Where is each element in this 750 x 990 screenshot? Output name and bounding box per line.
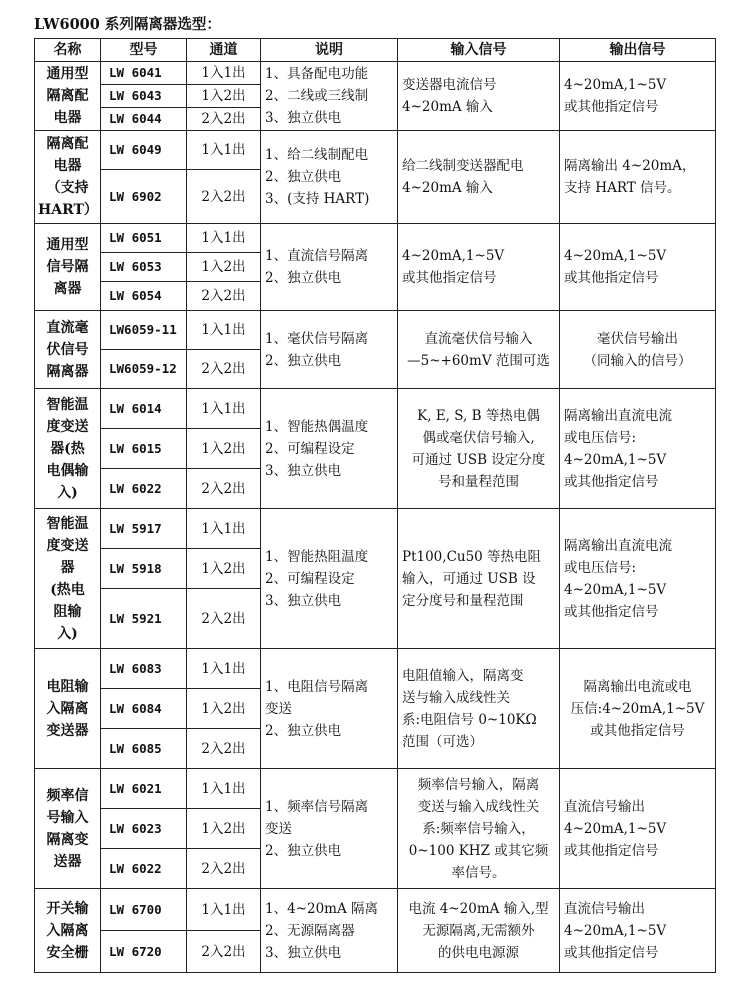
model-cell: LW 6044 [101, 108, 187, 131]
output-signal-cell-line: 隔离输出直流电流 [564, 537, 672, 554]
output-signal-cell-line: 毫伏信号输出 [597, 330, 678, 347]
channel-cell: 2入2出 [187, 849, 261, 889]
product-name-line: （支持 [46, 180, 89, 196]
channel-cell: 2入2出 [187, 170, 261, 224]
product-name-line: 度变送 [46, 418, 89, 435]
model-cell: LW 6084 [101, 689, 187, 729]
channel-cell: 1入2出 [187, 689, 261, 729]
model-cell: LW 6049 [101, 131, 187, 170]
channel-cell: 1入2出 [187, 253, 261, 282]
header-input: 输入信号 [398, 39, 560, 62]
description-cell-line: 2、独立供电 [265, 352, 342, 369]
output-signal-cell-line: 隔离输出电流或电 [583, 678, 692, 695]
description-cell-line: 3、独立供电 [265, 944, 342, 961]
output-signal-cell [560, 62, 716, 131]
product-name-line: (热电 [50, 581, 85, 598]
channel-cell: 1入1出 [187, 769, 261, 809]
input-signal-cell [398, 62, 560, 131]
product-name-line: 离器 [53, 281, 82, 297]
product-name [35, 389, 101, 509]
table-row [35, 224, 716, 253]
description-cell [261, 131, 398, 224]
description-cell [261, 389, 398, 509]
description-cell-line: 1、智能热阻温度 [265, 548, 369, 565]
output-signal-cell-line: 4~20mA,1~5V [564, 922, 667, 939]
product-name-line: 信号隔 [46, 259, 89, 275]
description-cell-line: 2、独立供电 [265, 270, 342, 286]
output-signal-cell-line: 4~20mA,1~5V [564, 451, 667, 468]
product-name-line: 电阻输 [46, 678, 89, 695]
description-cell-line: 1、智能热偶温度 [265, 418, 369, 435]
description-cell [261, 509, 398, 649]
input-signal-cell-line: 号和量程范围 [438, 473, 519, 490]
product-name-line: 通用型 [46, 237, 89, 253]
description-cell-line: 2、独立供电 [265, 842, 342, 859]
description-cell-line: 变送 [265, 700, 292, 717]
product-name [35, 509, 101, 649]
product-name-line: 变送器 [46, 722, 89, 739]
output-signal-cell-line: 4~20mA,1~5V [564, 248, 667, 264]
output-signal-cell-line: 或电压信号: [564, 429, 637, 446]
model-cell: LW 6054 [101, 282, 187, 311]
output-signal-cell-line: 或其他指定信号 [564, 944, 659, 961]
product-name-line: 电器 [53, 158, 82, 174]
channel-cell: 1入1出 [187, 389, 261, 429]
input-signal-cell-line: 4~20mA 输入 [402, 180, 493, 196]
model-cell: LW 6043 [101, 85, 187, 108]
description-cell-line: 变送 [265, 820, 292, 837]
description-cell-line: 3、(支持 HART) [265, 191, 370, 207]
output-signal-cell [560, 649, 716, 769]
channel-cell: 1入1出 [187, 131, 261, 170]
output-signal-cell-line: 或其他指定信号 [590, 722, 685, 739]
channel-cell: 1入2出 [187, 85, 261, 108]
page-title: LW6000 系列隔离器选型： [34, 16, 221, 33]
input-signal-cell-line: 直流毫伏信号输入 [424, 330, 533, 347]
table-row [35, 389, 716, 429]
product-name-line: 电器 [53, 110, 82, 126]
product-name-line: 入) [57, 484, 78, 501]
product-name-line: 电偶输 [46, 462, 89, 479]
output-signal-cell-line: 直流信号输出 [564, 798, 645, 815]
header-output: 输出信号 [560, 39, 716, 62]
output-signal-cell [560, 769, 716, 889]
model-cell: LW 6053 [101, 253, 187, 282]
description-cell-line: 2、无源隔离器 [265, 922, 355, 939]
input-signal-cell [398, 389, 560, 509]
channel-cell: 1入1出 [187, 224, 261, 253]
table-row [35, 131, 716, 170]
description-cell [261, 769, 398, 889]
input-signal-cell-line: 可通过 USB 设定分度 [411, 451, 546, 468]
output-signal-cell [560, 311, 716, 389]
description-cell-line: 1、4~20mA 隔离 [265, 900, 379, 917]
model-cell: LW 6021 [101, 769, 187, 809]
description-cell [261, 62, 398, 131]
model-cell: LW 6083 [101, 649, 187, 689]
input-signal-cell-line: 0~100 KHZ 或其它频 [408, 842, 549, 859]
description-cell [261, 649, 398, 769]
output-signal-cell-line: 支持 HART 信号。 [564, 180, 681, 196]
product-name-line: HART） [38, 202, 98, 218]
input-signal-cell-line: 偶或毫伏信号输入, [422, 429, 535, 446]
description-cell-line: 1、频率信号隔离 [265, 798, 369, 815]
product-name-line: 器 [60, 559, 75, 576]
output-signal-cell [560, 131, 716, 224]
product-name-line: 开关输 [46, 900, 89, 917]
product-name-line: 直流毫 [46, 319, 89, 336]
channel-cell: 1入1出 [187, 649, 261, 689]
channel-cell: 1入2出 [187, 429, 261, 469]
channel-cell: 2入2出 [187, 729, 261, 769]
input-signal-cell-line: 或其他指定信号 [402, 270, 497, 286]
input-signal-cell [398, 769, 560, 889]
product-name [35, 224, 101, 311]
product-name-line: 伏信号 [46, 341, 89, 358]
output-signal-cell-line: 压信:4~20mA,1~5V [570, 700, 705, 717]
model-cell: LW 6015 [101, 429, 187, 469]
product-name-line: 频率信 [46, 787, 89, 804]
input-signal-cell-line: 电阻值输入，隔离变 [402, 667, 524, 684]
description-cell-line: 1、给二线制配电 [265, 147, 369, 163]
input-signal-cell [398, 311, 560, 389]
product-name [35, 889, 101, 973]
product-name-line: 入) [57, 625, 78, 642]
channel-cell: 1入1出 [187, 311, 261, 350]
output-signal-cell [560, 889, 716, 973]
output-signal-cell-line: 隔离输出直流电流 [564, 407, 672, 424]
channel-cell: 2入2出 [187, 108, 261, 131]
channel-cell: 2入2出 [187, 282, 261, 311]
product-name-line: 安全栅 [46, 944, 89, 961]
model-cell: LW 6014 [101, 389, 187, 429]
description-cell-line: 2、可编程设定 [265, 440, 355, 457]
input-signal-cell-line: 的供电电源源 [438, 944, 519, 961]
table-header-row [35, 39, 716, 62]
product-name-line: 隔离器 [46, 363, 89, 380]
product-name-line: 器(热 [50, 440, 85, 457]
product-name-line: 入隔离 [46, 922, 89, 939]
output-signal-cell-line: 隔离输出 4~20mA， [564, 158, 696, 174]
input-signal-cell-line: 无源隔离,无需额外 [422, 922, 535, 939]
table-row [35, 311, 716, 350]
input-signal-cell-line: 频率信号输入，隔离 [417, 776, 540, 793]
model-cell: LW 6022 [101, 469, 187, 509]
product-name [35, 131, 101, 224]
output-signal-cell-line: （同输入的信号） [583, 352, 692, 369]
input-signal-cell-line: K, E, S, B 等热电偶 [417, 407, 540, 424]
description-cell-line: 2、独立供电 [265, 722, 342, 739]
input-signal-cell-line: 电流 4~20mA 输入,型 [408, 900, 549, 917]
model-cell: LW 6023 [101, 809, 187, 849]
product-name-line: 度变送 [46, 537, 89, 554]
channel-cell: 1入2出 [187, 809, 261, 849]
model-cell: LW 6720 [101, 931, 187, 973]
product-name-line: 通用型 [46, 66, 89, 82]
input-signal-cell-line: Pt100,Cu50 等热电阻 [402, 548, 542, 565]
model-cell: LW 6041 [101, 62, 187, 85]
output-signal-cell [560, 509, 716, 649]
output-signal-cell-line: 4~20mA,1~5V [564, 77, 667, 93]
description-cell-line: 2、独立供电 [265, 169, 342, 185]
model-cell: LW 6700 [101, 889, 187, 931]
output-signal-cell [560, 389, 716, 509]
product-name [35, 769, 101, 889]
description-cell-line: 3、独立供电 [265, 110, 342, 126]
channel-cell: 1入1出 [187, 62, 261, 85]
description-cell [261, 889, 398, 973]
output-signal-cell-line: 或其他指定信号 [564, 99, 659, 115]
input-signal-cell-line: 4~20mA 输入 [402, 99, 493, 115]
selection-table [34, 38, 716, 973]
product-name [35, 62, 101, 131]
output-signal-cell-line: 直流信号输出 [564, 900, 645, 917]
input-signal-cell-line: 变送器电流信号 [402, 77, 497, 93]
description-cell-line: 3、独立供电 [265, 592, 342, 609]
input-signal-cell-line: 范围（可选） [402, 733, 483, 750]
output-signal-cell-line: 或电压信号: [564, 559, 637, 576]
input-signal-cell-line: 系:电阻信号 0~10KΩ [402, 711, 537, 728]
channel-cell: 1入1出 [187, 889, 261, 931]
model-cell: LW 6902 [101, 170, 187, 224]
channel-cell: 1入1出 [187, 509, 261, 549]
product-name [35, 649, 101, 769]
header-model: 型号 [101, 39, 187, 62]
product-name-line: 入隔离 [46, 700, 89, 717]
description-cell-line: 1、电阻信号隔离 [265, 678, 369, 695]
output-signal-cell-line: 4~20mA,1~5V [564, 820, 667, 837]
output-signal-cell-line: 或其他指定信号 [564, 842, 659, 859]
model-cell: LW 5918 [101, 549, 187, 589]
input-signal-cell-line: —5~+60mV 范围可选 [407, 352, 550, 369]
table-row [35, 889, 716, 931]
table-body [35, 62, 716, 973]
product-name-line: 智能温 [46, 515, 89, 532]
output-signal-cell [560, 224, 716, 311]
model-cell: LW 6085 [101, 729, 187, 769]
description-cell-line: 1、毫伏信号隔离 [265, 330, 369, 347]
output-signal-cell-line: 或其他指定信号 [564, 603, 659, 620]
output-signal-cell-line: 或其他指定信号 [564, 270, 659, 286]
input-signal-cell [398, 131, 560, 224]
input-signal-cell [398, 224, 560, 311]
product-name-line: 送器 [53, 853, 82, 870]
input-signal-cell-line: 4~20mA,1~5V [402, 248, 505, 264]
channel-cell: 2入2出 [187, 469, 261, 509]
product-name-line: 阻输 [53, 603, 82, 620]
input-signal-cell-line: 给二线制变送器配电 [402, 158, 524, 174]
input-signal-cell-line: 率信号。 [451, 864, 506, 881]
input-signal-cell-line: 定分度号和量程范围 [402, 592, 524, 609]
input-signal-cell-line: 变送与输入成线性关 [417, 798, 540, 815]
channel-cell: 2入2出 [187, 931, 261, 973]
product-name-line: 隔离变 [46, 831, 89, 848]
description-cell-line: 3、独立供电 [265, 462, 342, 479]
product-name-line: 隔离配 [46, 88, 89, 104]
header-description: 说明 [261, 39, 398, 62]
table-row [35, 769, 716, 809]
product-name-line: 隔离配 [46, 136, 89, 152]
product-name [35, 311, 101, 389]
input-signal-cell [398, 649, 560, 769]
description-cell-line: 2、二线或三线制 [265, 88, 369, 104]
input-signal-cell-line: 送与输入成线性关 [402, 689, 510, 706]
table-row [35, 509, 716, 549]
model-cell: LW 5917 [101, 509, 187, 549]
description-cell-line: 1、具备配电功能 [265, 66, 369, 82]
channel-cell: 2入2出 [187, 350, 261, 389]
model-cell: LW6059-11 [101, 311, 187, 350]
input-signal-cell [398, 889, 560, 973]
output-signal-cell-line: 或其他指定信号 [564, 473, 659, 490]
product-name-line: 智能温 [46, 396, 89, 413]
channel-cell: 1入2出 [187, 549, 261, 589]
table-row [35, 649, 716, 689]
channel-cell: 2入2出 [187, 589, 261, 649]
header-name: 名称 [35, 39, 101, 62]
model-cell: LW 6051 [101, 224, 187, 253]
input-signal-cell-line: 系:频率信号输入， [422, 820, 535, 837]
description-cell [261, 311, 398, 389]
table-row [35, 62, 716, 85]
description-cell-line: 1、直流信号隔离 [265, 248, 369, 264]
model-cell: LW 6022 [101, 849, 187, 889]
description-cell [261, 224, 398, 311]
input-signal-cell [398, 509, 560, 649]
model-cell: LW 5921 [101, 589, 187, 649]
header-channel: 通道 [187, 39, 261, 62]
input-signal-cell-line: 输入，可通过 USB 设 [402, 570, 536, 587]
model-cell: LW6059-12 [101, 350, 187, 389]
output-signal-cell-line: 4~20mA,1~5V [564, 581, 667, 598]
description-cell-line: 2、可编程设定 [265, 570, 355, 587]
product-name-line: 号输入 [46, 809, 89, 826]
